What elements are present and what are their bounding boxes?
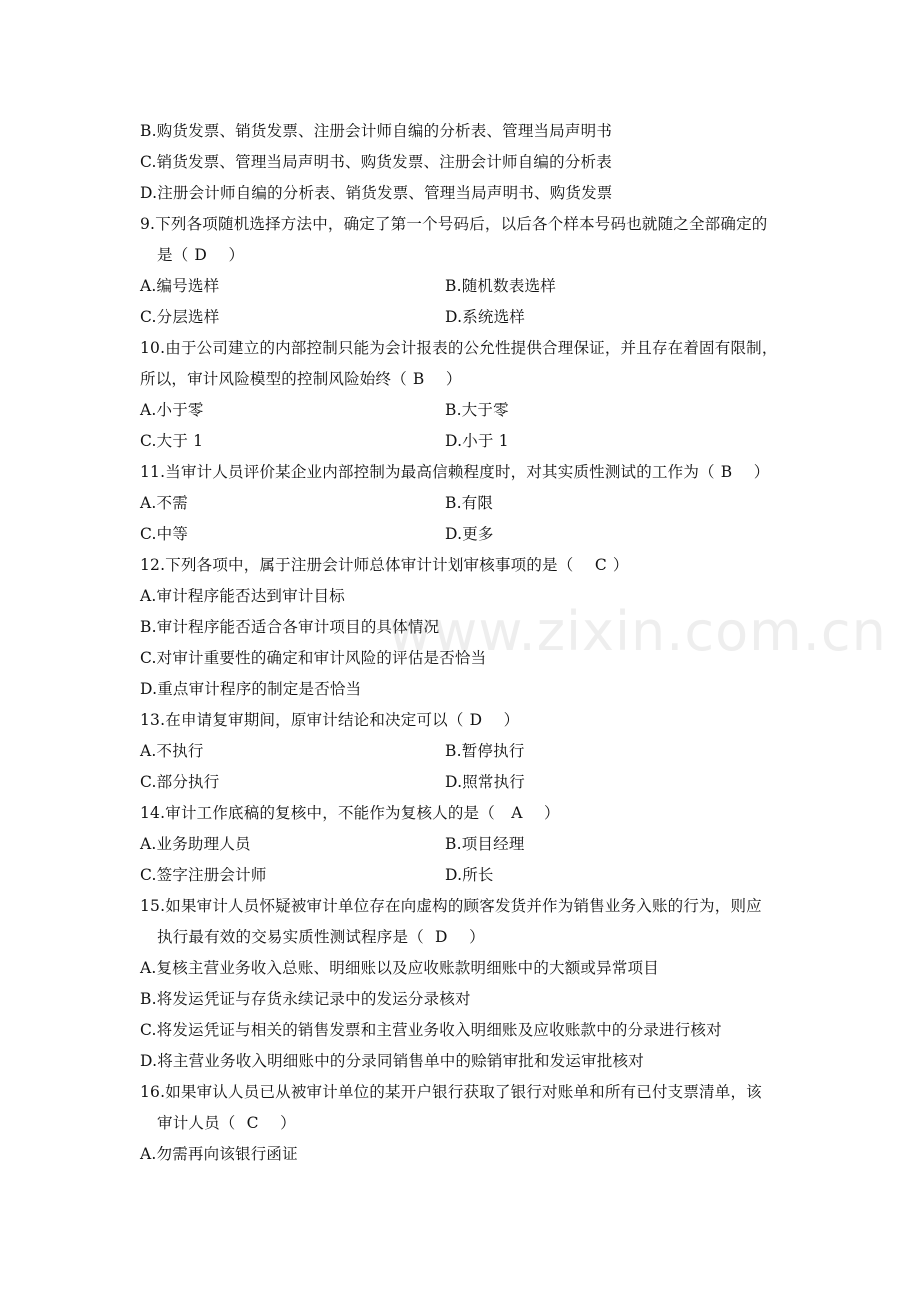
- q15-option-d: D.将主营业务收入明细账中的分录同销售单中的赊销审批和发运审批核对: [140, 1052, 644, 1070]
- q14-stem-prefix: 14.审计工作底稿的复核中，不能作为复核人的是（: [140, 804, 495, 822]
- q15-stem: 15.如果审计人员怀疑被审计单位存在向虚构的顾客发货并作为销售业务入账的行为，则应: [140, 897, 762, 915]
- q11-option-b: B.有限: [445, 494, 494, 512]
- q8-option-c: C.销货发票、管理当局声明书、购货发票、注册会计师自编的分析表: [140, 153, 612, 171]
- q15-stem-cont: [157, 927, 485, 947]
- q13-stem: [140, 710, 519, 730]
- q12-stem-suffix: ）: [612, 556, 629, 574]
- q13-stem-suffix: ）: [503, 711, 520, 729]
- q14-stem: [140, 803, 560, 823]
- q15-option-a: A.复核主营业务收入总账、明细账以及应收账款明细账中的大额或异常项目: [140, 959, 659, 977]
- q16-stem-suffix: ）: [280, 1114, 296, 1132]
- q11-stem-prefix: 11.当审计人员评价某企业内部控制为最高信赖程度时，对其实质性测试的工作为（: [140, 463, 715, 481]
- q10-stem-cont: [140, 369, 462, 389]
- q10-answer: B: [412, 370, 425, 388]
- q9-stem-cont: [157, 245, 244, 265]
- q10-stem-suffix: ）: [445, 370, 462, 388]
- q14-option-b: B.项目经理: [445, 835, 525, 853]
- q13-option-b: B.暂停执行: [445, 742, 525, 760]
- q9-stem-suffix: ）: [228, 246, 245, 264]
- q12-option-b: B.审计程序能否适合各审计项目的具体情况: [140, 618, 440, 636]
- q10-stem: 10.由于公司建立的内部控制只能为会计报表的公允性提供合理保证，并且存在着固有限制，: [140, 339, 778, 357]
- q12-option-d: D.重点审计程序的制定是否恰当: [140, 680, 362, 698]
- q15-option-c: C.将发运凭证与相关的销售发票和主营业务收入明细账及应收账款中的分录进行核对: [140, 1021, 722, 1039]
- q9-option-d: D.系统选样: [445, 308, 526, 326]
- q11-stem-suffix: ）: [753, 463, 770, 481]
- q14-option-a: A.业务助理人员: [140, 835, 251, 853]
- q12-stem: [140, 555, 629, 575]
- q13-option-c: C.部分执行: [140, 773, 220, 791]
- q9-option-c: C.分层选样: [140, 308, 220, 326]
- q14-option-d: D.所长: [445, 866, 494, 884]
- q11-answer: B: [720, 463, 733, 481]
- q14-answer: A: [511, 804, 523, 822]
- q11-option-d: D.更多: [445, 525, 494, 543]
- q11-option-a: A.不需: [140, 494, 188, 512]
- q8-option-b: B.购货发票、销货发票、注册会计师自编的分析表、管理当局声明书: [140, 122, 613, 140]
- q9-stem: 9.下列各项随机选择方法中，确定了第一个号码后，以后各个样本号码也就随之全部确定的: [140, 215, 768, 233]
- q16-option-a: A.勿需再向该银行函证: [140, 1145, 298, 1163]
- q15-stem-prefix: 执行最有效的交易实质性测试程序是（: [157, 928, 424, 946]
- q14-stem-suffix: ）: [544, 804, 560, 822]
- q9-stem-prefix: 是（: [157, 246, 189, 264]
- q10-option-c: C.大于 1: [140, 432, 204, 450]
- q15-stem-suffix: ）: [469, 928, 485, 946]
- q12-answer: C: [594, 556, 607, 574]
- q10-option-d: D.小于 1: [445, 432, 509, 450]
- q13-option-d: D.照常执行: [445, 773, 526, 791]
- q9-option-a: A.编号选样: [140, 277, 220, 295]
- q10-option-b: B.大于零: [445, 401, 509, 419]
- q16-stem-prefix: 审计人员（: [157, 1114, 236, 1132]
- q15-option-b: B.将发运凭证与存货永续记录中的发运分录核对: [140, 990, 471, 1008]
- q8-option-d: D.注册会计师自编的分析表、销货发票、管理当局声明书、购货发票: [140, 184, 613, 202]
- q10-stem-prefix: 所以，审计风险模型的控制风险始终（: [140, 370, 407, 388]
- q13-option-a: A.不执行: [140, 742, 204, 760]
- q12-option-c: C.对审计重要性的确定和审计风险的评估是否恰当: [140, 649, 487, 667]
- q12-option-a: A.审计程序能否达到审计目标: [140, 587, 345, 605]
- q16-answer: C: [246, 1114, 259, 1132]
- q10-option-a: A.小于零: [140, 401, 204, 419]
- q16-stem-cont: [157, 1113, 296, 1133]
- watermark: www.zixin.com.cn: [388, 600, 887, 663]
- q11-stem: [140, 462, 769, 482]
- q15-answer: D: [435, 928, 448, 946]
- q13-answer: D: [469, 711, 483, 729]
- q13-stem-prefix: 13.在申请复审期间，原审计结论和决定可以（: [140, 711, 464, 729]
- q16-stem: 16.如果审认人员已从被审计单位的某开户银行获取了银行对账单和所有已付支票清单，该: [140, 1083, 762, 1101]
- q14-option-c: C.签字注册会计师: [140, 866, 267, 884]
- q11-option-c: C.中等: [140, 525, 189, 543]
- q9-answer: D: [194, 246, 208, 264]
- q9-option-b: B.随机数表选样: [445, 277, 556, 295]
- q12-stem-prefix: 12.下列各项中，属于注册会计师总体审计计划审核事项的是（: [140, 556, 574, 574]
